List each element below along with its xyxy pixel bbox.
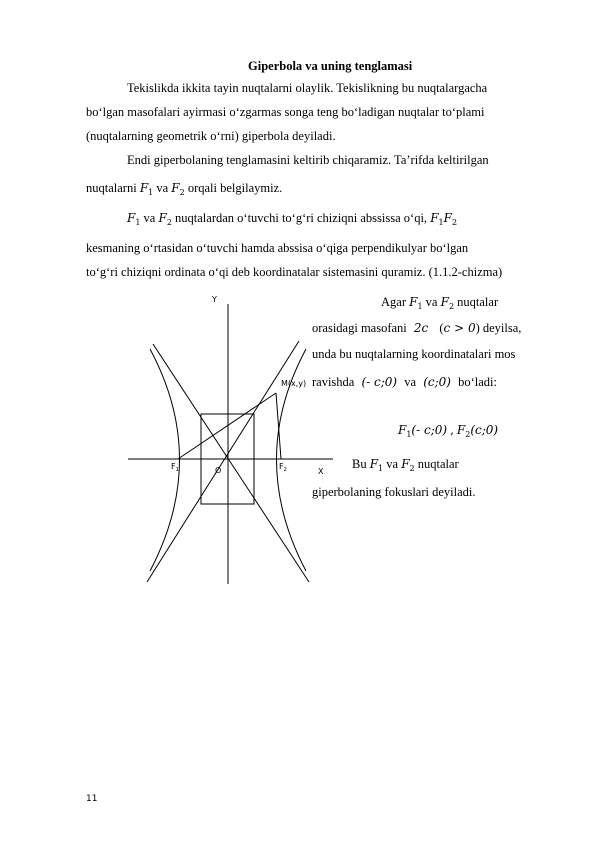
paragraph-4-line-4: ravishda (- c;0) va (c;0) bo‘ladi: — [312, 375, 497, 389]
paragraph-1-line-1: Tekislikda ikkita tayin nuqtalarni olaylik. Tekislikning bu nuqtalargacha — [127, 81, 488, 95]
focus-2-label: $F_2$ — [279, 462, 287, 473]
page-number: 11 — [86, 794, 98, 804]
paragraph-5-line-1: Bu $F_1$ va $F_2$ nuqtalar — [352, 457, 459, 473]
paragraph-4-line-2: orasidagi masofani 2c (c > 0) deyilsa, — [312, 321, 522, 335]
paragraph-1-line-2: bo‘lgan masofalari ayirmasi o‘zgarmas songa teng bo‘ladigan nuqtalar to‘plami — [86, 105, 485, 119]
paragraph-1-line-3: (nuqtalarning geometrik o‘rni) giperbola deyiladi. — [86, 129, 336, 143]
focus-1-label: $F_1$ — [171, 462, 179, 473]
point-m-label: M(x,y) — [281, 379, 307, 388]
page-title: Giperbola va uning tenglamasi — [248, 59, 413, 73]
paragraph-2-line-2: nuqtalarni $F_1$ va $F_2$ orqali belgilaymiz. — [86, 181, 283, 197]
paragraph-4-line-3: unda bu nuqtalarning koordinatalari mos — [312, 347, 516, 361]
f1-symbol: $F_1$ — [139, 181, 154, 197]
paragraph-2-line-1: Endi giperbolaning tenglamasini keltirib chiqaramiz. Ta’rifda keltirilgan — [127, 153, 489, 167]
foci-coordinates-formula: $F_1(-$ c;0) , $F_2(c;0)$ — [398, 423, 499, 439]
paragraph-3-line-1: $F_1$ va $F_2$ nuqtalardan o‘tuvchi to‘g‘ri chiziqni abssissa o‘qi, $F_1F_2$ — [127, 211, 458, 227]
origin-label: O — [215, 466, 222, 475]
paragraph-3-line-3: to‘g‘ri chiziqni ordinata o‘qi deb koordinatalar sistemasini quramiz. (1.1.2-chizma) — [86, 265, 503, 279]
paragraph-3-line-2: kesmaning o‘rtasidan o‘tuvchi hamda abssisa o‘qiga perpendikulyar bo‘lgan — [86, 241, 469, 255]
x-axis-label: X — [318, 467, 324, 476]
paragraph-5-line-2: giperbolaning fokuslari deyiladi. — [312, 485, 476, 499]
y-axis-label: Y — [212, 295, 217, 304]
f1f2-segment: $F_1F_2$ — [430, 211, 458, 227]
f2-symbol: $F_2$ — [171, 181, 185, 197]
focal-radius-1 — [178, 393, 276, 459]
paragraph-4-line-1: Agar $F_1$ va $F_2$ nuqtalar — [381, 295, 499, 311]
